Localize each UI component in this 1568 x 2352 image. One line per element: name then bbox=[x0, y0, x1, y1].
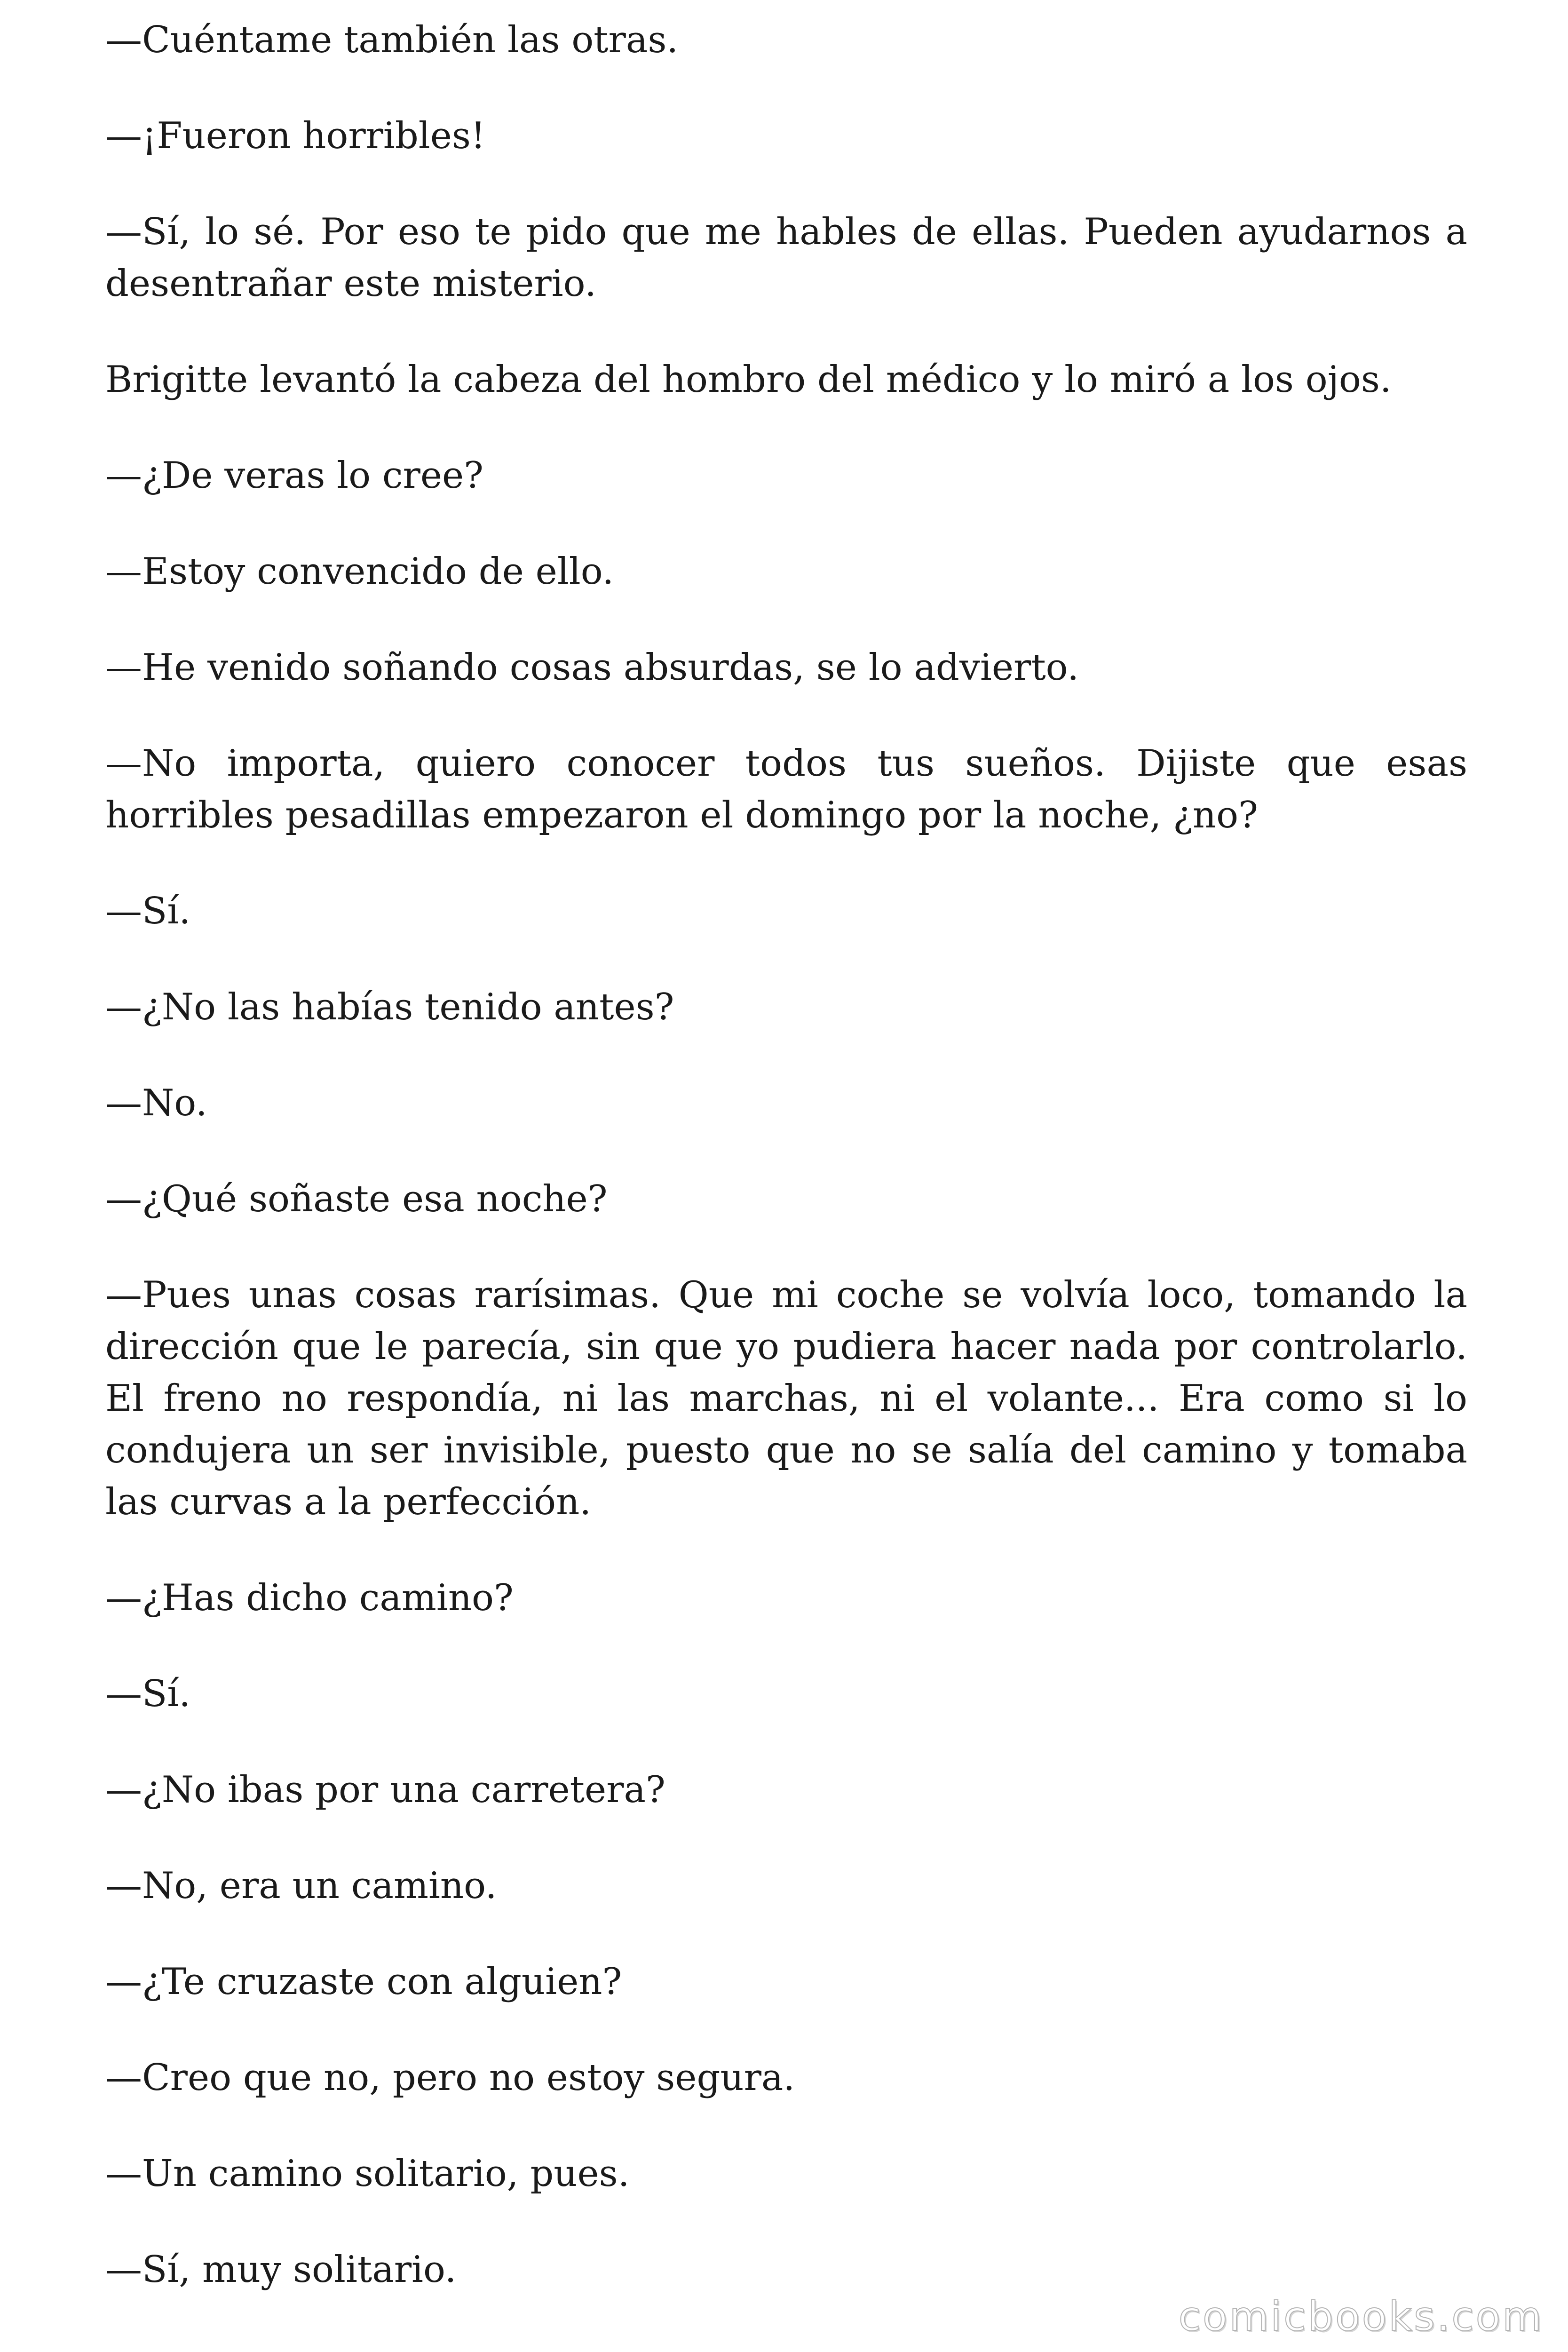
paragraph: —Sí. bbox=[105, 1673, 191, 1715]
paragraph: Brigitte levantó la cabeza del hombro del médico y lo miró a los ojos. bbox=[105, 358, 1392, 401]
paragraph: —Creo que no, pero no estoy segura. bbox=[105, 2057, 795, 2099]
paragraph: —Sí, lo sé. Por eso te pido que me hables de ellas. Pueden ayudarnos a desentrañar este misterio. bbox=[105, 211, 1467, 305]
paragraph: —¿De veras lo cree? bbox=[105, 454, 483, 497]
paragraph: —¿No las habías tenido antes? bbox=[105, 986, 674, 1028]
paragraph: —¿No ibas por una carretera? bbox=[105, 1769, 665, 1811]
paragraph: —He venido soñando cosas absurdas, se lo advierto. bbox=[105, 646, 1079, 689]
paragraph: —Un camino solitario, pues. bbox=[105, 2153, 630, 2195]
paragraph: —Cuéntame también las otras. bbox=[105, 19, 679, 61]
paragraph: —Pues unas cosas rarísimas. Que mi coche se volvía loco, tomando la dirección que le parecía, sin que yo pudiera hacer nada por controlarlo. El freno no respondía, ni las marchas, ni el volante... Era como si lo condujera un ser invisible, puesto que no se salía del camino y tomaba las curvas a la perfección. bbox=[105, 1274, 1467, 1523]
paragraph: —¡Fueron horribles! bbox=[105, 115, 486, 157]
watermark: comicbooks.com bbox=[1178, 2293, 1544, 2340]
paragraph: —Sí, muy solitario. bbox=[105, 2249, 457, 2291]
paragraph: —Estoy convencido de ello. bbox=[105, 550, 614, 593]
paragraph: —No. bbox=[105, 1082, 207, 1124]
paragraph: —No importa, quiero conocer todos tus sueños. Dijiste que esas horribles pesadillas empezaron el domingo por la noche, ¿no? bbox=[105, 742, 1467, 836]
paragraph: —¿Te cruzaste con alguien? bbox=[105, 1961, 622, 2003]
paragraph: —Sí. bbox=[105, 890, 191, 932]
paragraph: —No, era un camino. bbox=[105, 1865, 497, 1907]
paragraph: —¿Has dicho camino? bbox=[105, 1577, 514, 1619]
paragraph: —¿Qué soñaste esa noche? bbox=[105, 1178, 608, 1220]
